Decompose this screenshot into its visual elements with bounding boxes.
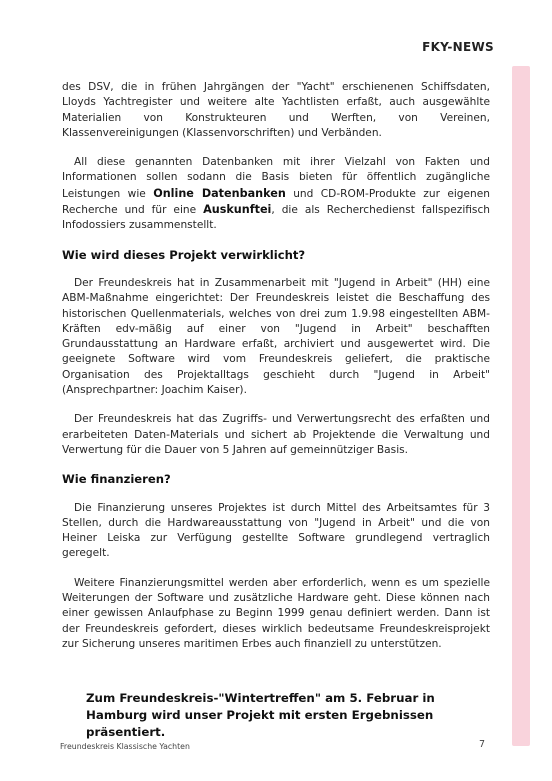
decorative-side-bar <box>512 66 530 746</box>
paragraph-4: Der Freundeskreis hat das Zugriffs- und Verwertungsrecht des erfaßten und erarbeiteten Daten-Materials und sichert ab Projektende die Verwaltung und Verwertung für die Dauer von 5 Jahren auf gemeinnütziger Basis. <box>62 413 490 456</box>
event-announcement: Zum Freundeskreis-"Wintertreffen" am 5. Februar in Hamburg wird unser Projekt mit ersten Ergebnissen präsentiert. <box>86 691 435 739</box>
bold-term-auskunftei: Auskunftei <box>203 203 272 217</box>
section-heading-realization: Wie wird dieses Projekt verwirklicht? <box>62 247 306 262</box>
paragraph-5: Die Finanzierung unseres Projektes ist durch Mittel des Arbeitsamtes für 3 Stellen, durch die Hardwareausstattung von "Jugend in Arbeit" und die von Heiner Leiska zur Verfügung gestellte Software grundlegend vertraglich geregelt. <box>62 501 490 560</box>
paragraph-2-d: , die als Recherchedienst fallspezifisch Infodossiers zusammenstellt. <box>62 204 490 232</box>
paragraph-2 <box>62 155 490 233</box>
page-header: FKY-NEWS <box>422 40 494 54</box>
section-heading-financing: Wie finanzieren? <box>62 472 171 487</box>
paragraph-1: des DSV, die in frühen Jahrgängen der "Yacht" erschienenen Schiffsdaten, Lloyds Yachtregister und weitere alte Yachtlisten erfaßt, auch ausgewählte Materialien von Konstrukteuren und Werften, von Vereinen, Klassenvereinigungen (Klassenvorschriften) und Verbänden. <box>62 81 490 139</box>
paragraph-3: Der Freundeskreis hat in Zusammenarbeit mit "Jugend in Arbeit" (HH) eine ABM-Maßnahme eingerichtet: Der Freundeskreis leistet die Beschaffung des historischen Quellenmaterials, welches von drei zum 1.9.98 eingestellten ABM-Kräften edv-mäßig auf einer von "Jugend in Arbeit" beschafften Grundausstattung an Hardware erfaßt, archiviert und ausgewertet wird. Die geeignete Software wird vom Freundeskreis geliefert, die praktische Organisation des Projektalltags geschieht durch "Jugend in Arbeit" (Ansprechpartner: Joachim Kaiser). <box>62 276 490 397</box>
article-body <box>62 80 490 666</box>
paragraph-2-c: und CD-ROM-Produkte zur eigenen Recherche und für eine <box>62 187 490 217</box>
paragraph-6: Weitere Finanzierungsmittel werden aber erforderlich, wenn es um spezielle Weiterungen der Software und zusätzliche Hardware geht. Diese können nach einer gewissen Anlaufphase zu Beginn 1999 genau definiert werden. Dann ist der Freundeskreis gefordert, dieses wirklich bedeutsame Freundeskreisprojekt zur Sicherung unseres maritimen Erbes auch finanziell zu unterstützen. <box>62 576 490 650</box>
bold-term-online-datenbanken: Online Datenbanken <box>153 186 286 200</box>
page-number: 7 <box>479 739 486 750</box>
footer-publisher: Freundeskreis Klassische Yachten <box>60 742 190 751</box>
paragraph-2-a: All diese genannten Datenbanken mit ihrer Vielzahl von Fakten und Informationen sollen sodann die Basis bieten für öffentlich zugängliche Leistungen wie <box>62 156 490 200</box>
